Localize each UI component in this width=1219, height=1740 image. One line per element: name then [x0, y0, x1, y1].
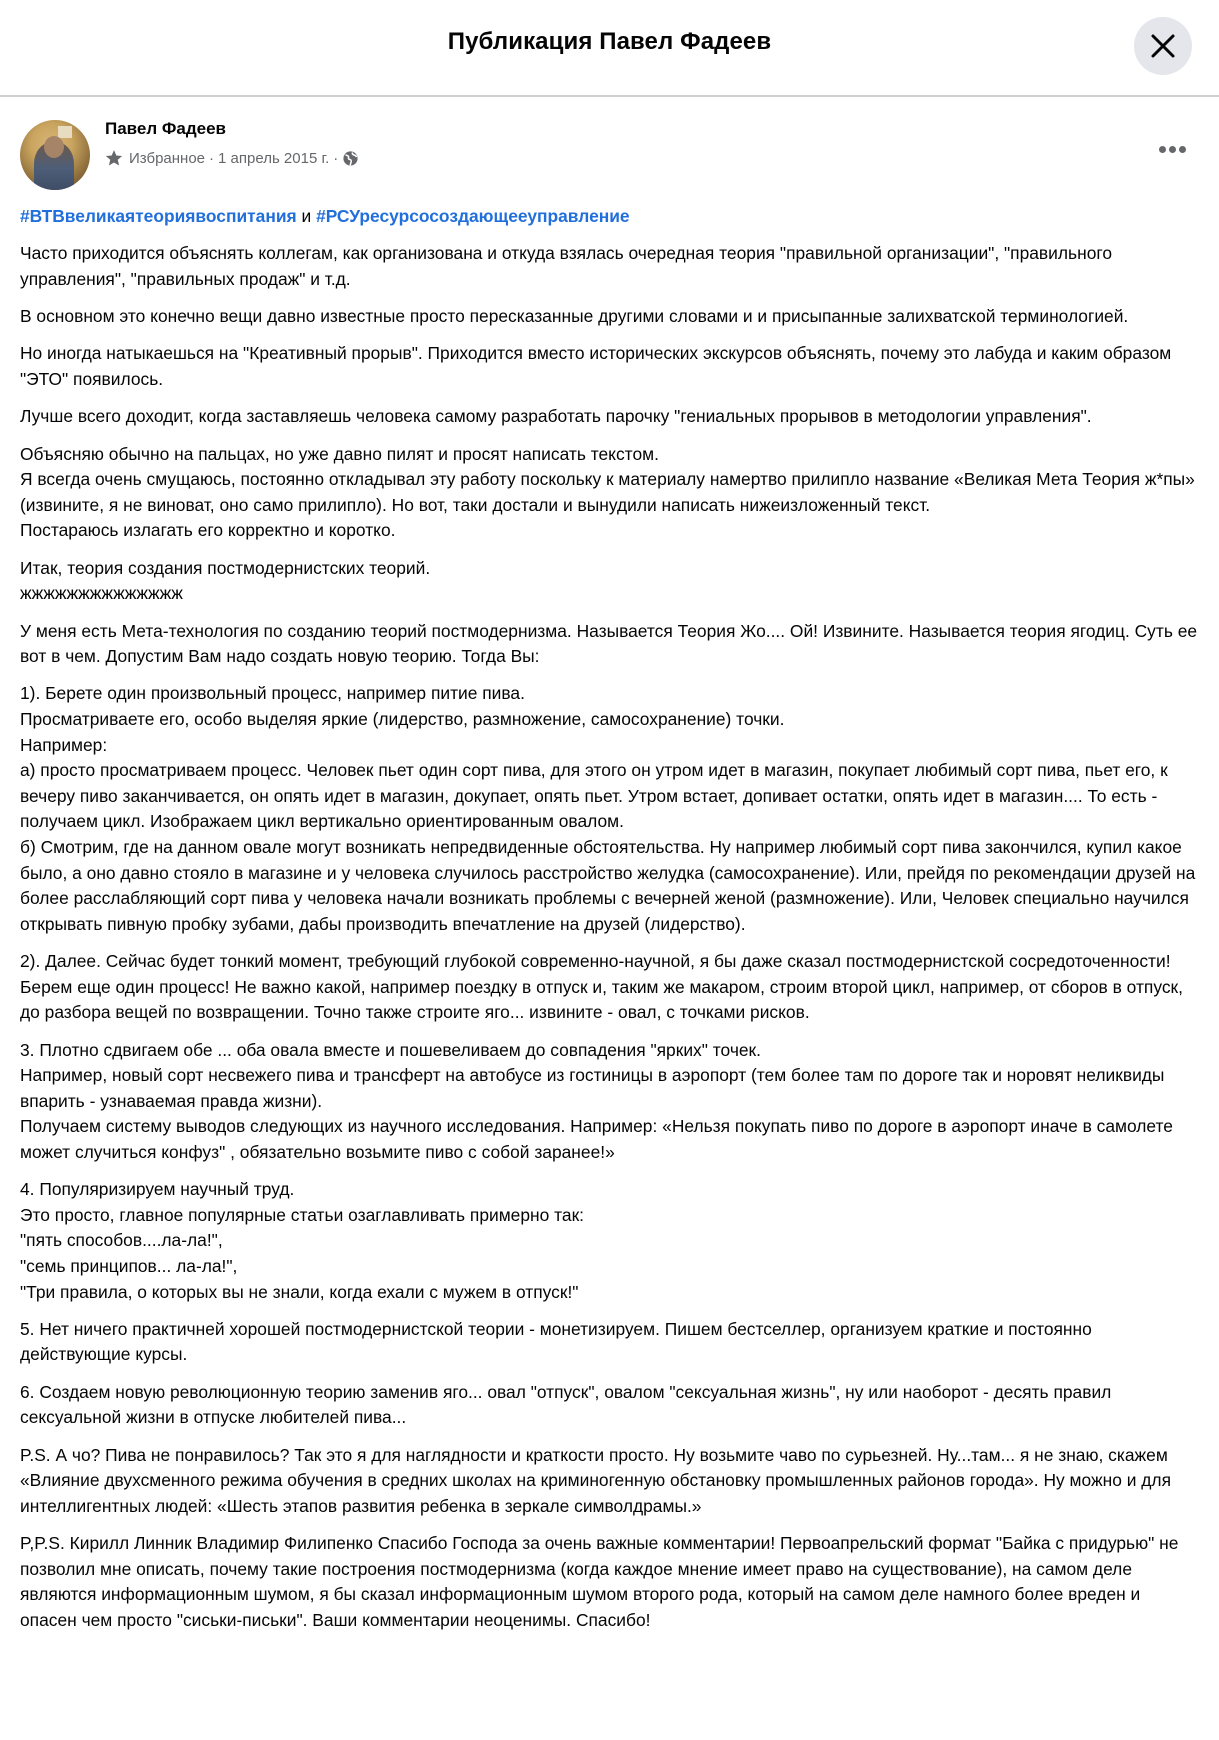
more-horizontal-icon — [1159, 146, 1166, 153]
close-icon — [1150, 33, 1176, 59]
post-paragraph: Итак, теория создания постмодернистских теорий. жжжжжжжжжжжжжж — [20, 557, 431, 604]
post-paragraph: 2). Далее. Сейчас будет тонкий момент, требующий глубокой современно-научной, я бы даже сказал постмодернистской сосредоточенности! Берем еще один процесс! Не важно какой, например поездку в отпуск и, таким же макаром, строим второй цикл, например, от сборов в отпуск, до разбора вещей по возвращении. Точно также строите яго... извините - овал, с точками рисков. — [20, 951, 1183, 1023]
post-date[interactable]: 1 апрель 2015 г. — [218, 149, 330, 167]
meta-separator: · — [333, 149, 339, 167]
post-paragraph: Часто приходится объяснять коллегам, как организована и откуда взялась очередная теория "правильной организации", "правильного управления", "правильных продаж" и т.д. — [20, 243, 1112, 289]
avatar[interactable] — [20, 120, 90, 190]
hashtag-link[interactable]: #ВТВвеликаятеориявоспитания — [20, 206, 297, 226]
avatar-background — [58, 126, 72, 138]
author-name[interactable]: Павел Фадеев — [105, 119, 226, 138]
more-options-button[interactable] — [1150, 137, 1194, 161]
post-paragraph: 5. Нет ничего практичней хорошей постмодернистской теории - монетизируем. Пишем бестселлер, организуем краткие и постоянно действующие курсы. — [20, 1318, 1092, 1365]
post-paragraph: Объясняю обычно на пальцах, но уже давно пилят и просят написать текстом. Я всегда очень смущаюсь, постоянно откладывал эту работу поскольку к материалу намертво прилипло название «Великая Мета Теория ж*пы» (извините, я не виноват, оно само прилипло). Но вот, таки достали и вынудили написать нижеизложенный текст. Постараюсь излагать его корректно и коротко. — [20, 443, 1195, 541]
globe-icon — [342, 150, 359, 167]
more-horizontal-icon — [1179, 146, 1186, 153]
post-paragraph: 6. Создаем новую революционную теорию заменив яго... овал "отпуск", овалом "сексуальная жизнь", ну или наоборот - десять правил сексуальной жизни в отпуске любителей пива... — [20, 1381, 1112, 1428]
hashtag-joiner: и — [296, 206, 317, 226]
post-paragraph: 4. Популяризируем научный труд. Это просто, главное популярные статьи озаглавливать примерно так: "пять способов....ла-ла!", "семь принципов... ла-ла!", "Три правила, о которых вы не знали, когда ехали с мужем в отпуск!" — [20, 1179, 585, 1302]
post-paragraph: P,P.S. Кирилл Линник Владимир Филипенко Спасибо Господа за очень важные комментарии! Первоапрельский формат "Байка с придурью" не позволил мне описать, почему такие построения постмодернизма (когда каждое мнение имеет право на существование), на самом деле являются информационным шумом, я бы сказал информационным шумом второго рода, который на самом деле намного более вреден и опасен чем просто "сиськи-письки". Ваши комментарии неоценимы. Спасибо! — [20, 1533, 1179, 1630]
hashtag-line — [20, 204, 1200, 230]
post-paragraph: Но иногда натыкаешься на "Креативный прорыв". Приходится вместо исторических экскурсов объяснять, почему это лабуда и каким образом "ЭТО" появилось. — [20, 343, 1172, 390]
avatar-head — [44, 136, 64, 158]
post-paragraph: P.S. А чо? Пива не понравилось? Так это я для наглядности и краткости просто. Ну возьмите чаво по сурьезней. Ну...там... я не знаю, скажем «Влияние двухсменного режима обучения в средних школах на криминогенную обстановку промышленных районов города». Ну можно и для интеллигентных людей: «Шесть этапов развития ребенка в зеркале символдрамы.» — [20, 1444, 1171, 1516]
star-icon — [105, 149, 123, 167]
more-horizontal-icon — [1169, 146, 1176, 153]
modal-header — [0, 0, 1219, 97]
post-body — [20, 204, 1200, 1645]
close-button[interactable] — [1134, 17, 1192, 75]
post-paragraph: 3. Плотно сдвигаем обе ... оба овала вместе и пошевеливаем до совпадения "ярких" точек. Например, новый сорт несвежего пива и трансферт на автобусе из гостиницы в аэропорт (тем более там по дороге так и норовят неликвиды впарить - узнаваемая правда жизни). Получаем систему выводов следующих из научного исследования. Например: «Нельзя покупать пиво по дороге в аэропорт иначе в самолете может случиться конфуз" , обязательно возьмите пиво с собой заранее!» — [20, 1039, 1173, 1162]
modal-title: Публикация Павел Фадеев — [447, 28, 772, 55]
post-paragraph: Лучше всего доходит, когда заставляешь человека самому разработать парочку "гениальных прорывов в методологии управления". — [20, 406, 1092, 427]
audience-label: Избранное — [129, 149, 206, 167]
post-meta — [105, 149, 359, 167]
post-paragraph: У меня есть Мета-технология по созданию теорий постмодернизма. Называется Теория Жо.... Ой! Извините. Называется теория ягодиц. Суть ее вот в чем. Допустим Вам надо создать новую теорию. Тогда Вы: — [20, 620, 1198, 667]
post-header — [0, 97, 1219, 197]
meta-separator: · — [209, 149, 215, 167]
hashtag-link[interactable]: #РСУресурсосоздающееуправление — [316, 206, 630, 226]
post-paragraph: В основном это конечно вещи давно известные просто пересказанные другими словами и и присыпанные залихватской терминологией. — [20, 306, 1129, 327]
post-paragraph: 1). Берете один произвольный процесс, например питие пива. Просматриваете его, особо выделяя яркие (лидерство, размножение, самосохранение) точки. Например: а) просто просматриваем процесс. Человек пьет один сорт пива, для этого он утром идет в магазин, покупает любимый сорт пива, пьет его, к вечеру пиво заканчивается, он опять идет в магазин, докупает, опять пьет. Утром встает, допивает остатки, опять идет в магазин.... То есть - получаем цикл. Изображаем цикл вертикально ориентированным овалом. б) Смотрим, где на данном овале могут возникать непредвиденные обстоятельства. Ну например любимый сорт пива закончился, купил какое было, а оно давно стояло в магазине и у человека случилось расстройство желудка (самосохранение). Или, прейдя по рекомендации друзей на более расслабляющий сорт пива у человека начали возникать проблемы с вечерней женой (размножение). Или, Человек специально научился открывать пивную пробку зубами, дабы производить впечатление на друзей (лидерство). — [20, 683, 1196, 934]
